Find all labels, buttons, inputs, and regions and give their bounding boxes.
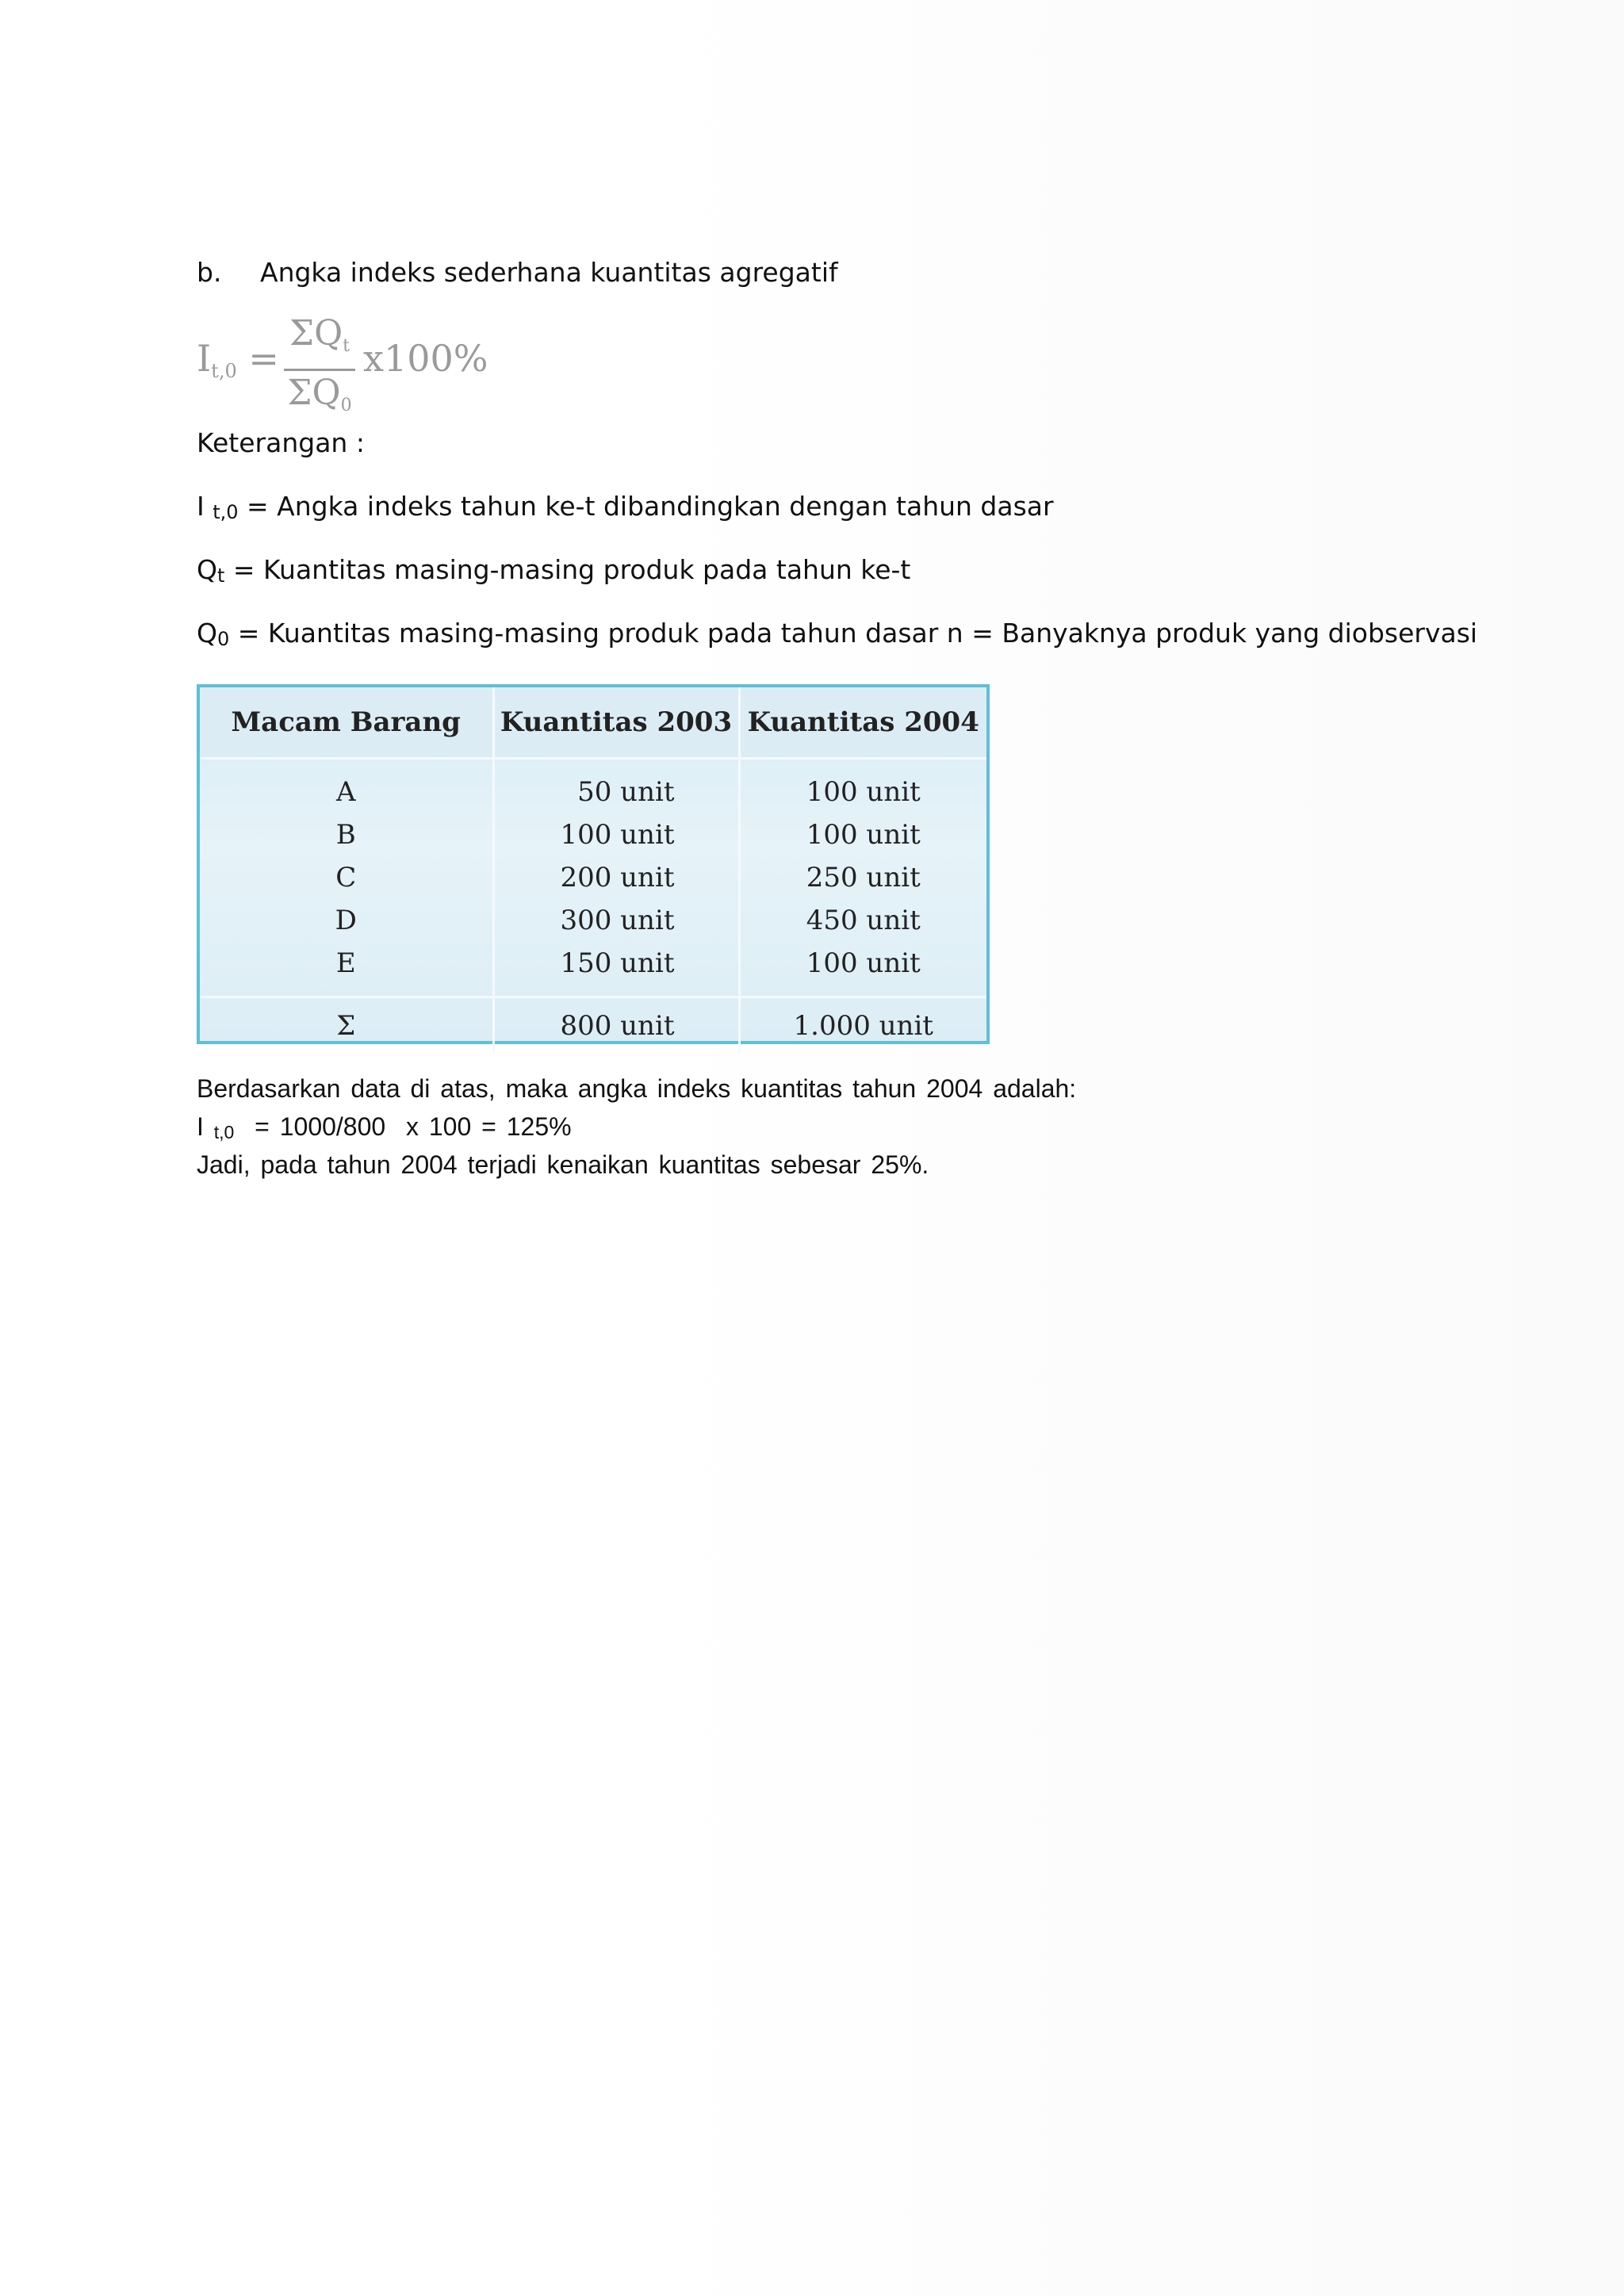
formula-denominator: ΣQ0 <box>287 373 352 415</box>
cell-q2004: 100 unit <box>739 942 986 997</box>
section-heading <box>197 258 838 288</box>
cell-item: A <box>335 776 356 808</box>
cell-q2004: 450 unit <box>739 899 986 942</box>
table-row <box>200 899 986 942</box>
cell-q2003: 200 unit <box>493 856 739 899</box>
cell-q2003: 150 unit <box>493 942 739 997</box>
table-row <box>200 942 986 997</box>
table-total-row <box>200 997 986 1054</box>
formula-lhs-subscript: t,0 <box>211 360 237 382</box>
header-kuantitas-2003: Kuantitas 2003 <box>493 687 739 759</box>
cell-item: C <box>335 862 357 894</box>
cell-item: B <box>335 819 356 851</box>
conclusion-result: Jadi, pada tahun 2004 terjadi kenaikan kuantitas sebesar 25%. <box>197 1150 929 1179</box>
definition-index: I t,0 = Angka indeks tahun ke-t dibandingkan dengan tahun dasar <box>197 491 1054 523</box>
cell-q2003: 100 unit <box>493 813 739 856</box>
cell-item: D <box>335 905 357 936</box>
formula-fraction <box>284 313 355 427</box>
cell-q2003: 50 unit <box>493 759 739 814</box>
formula-multiplier: x100% <box>363 337 488 380</box>
formula-lhs <box>197 337 279 382</box>
cell-q2003: 300 unit <box>493 899 739 942</box>
cell-total-q2004: 1.000 unit <box>739 997 986 1054</box>
heading-label: b. <box>197 257 222 288</box>
table-row <box>200 759 986 814</box>
fraction-bar <box>284 369 355 371</box>
keterangan-label: Keterangan : <box>197 427 365 458</box>
definition-qt: Qt = Kuantitas masing-masing produk pada tahun ke-t <box>197 554 911 587</box>
table-row <box>200 813 986 856</box>
table-header-row <box>200 687 986 759</box>
conclusion-calculation: I t,0 = 1000/800 x 100 = 125% <box>197 1112 572 1142</box>
formula-lhs-symbol: I <box>197 337 212 380</box>
conclusion-intro: Berdasarkan data di atas, maka angka indeks kuantitas tahun 2004 adalah: <box>197 1074 1077 1103</box>
header-macam-barang: Macam Barang <box>200 687 493 759</box>
cell-q2004: 100 unit <box>739 759 986 814</box>
header-kuantitas-2004: Kuantitas 2004 <box>739 687 986 759</box>
heading-text: Angka indeks sederhana kuantitas agregatif <box>260 257 838 288</box>
quantity-table <box>197 684 990 1044</box>
formula-equals: = <box>248 337 279 380</box>
table-row <box>200 856 986 899</box>
definition-q0: Q0 = Kuantitas masing-masing produk pada tahun dasar n = Banyaknya produk yang diobservasi <box>197 618 1478 650</box>
formula-numerator: ΣQt <box>289 313 350 356</box>
cell-q2004: 250 unit <box>739 856 986 899</box>
cell-item: E <box>335 947 356 979</box>
cell-total-q2003: 800 unit <box>493 997 739 1054</box>
cell-q2004: 100 unit <box>739 813 986 856</box>
cell-total-symbol: Σ <box>200 997 493 1054</box>
